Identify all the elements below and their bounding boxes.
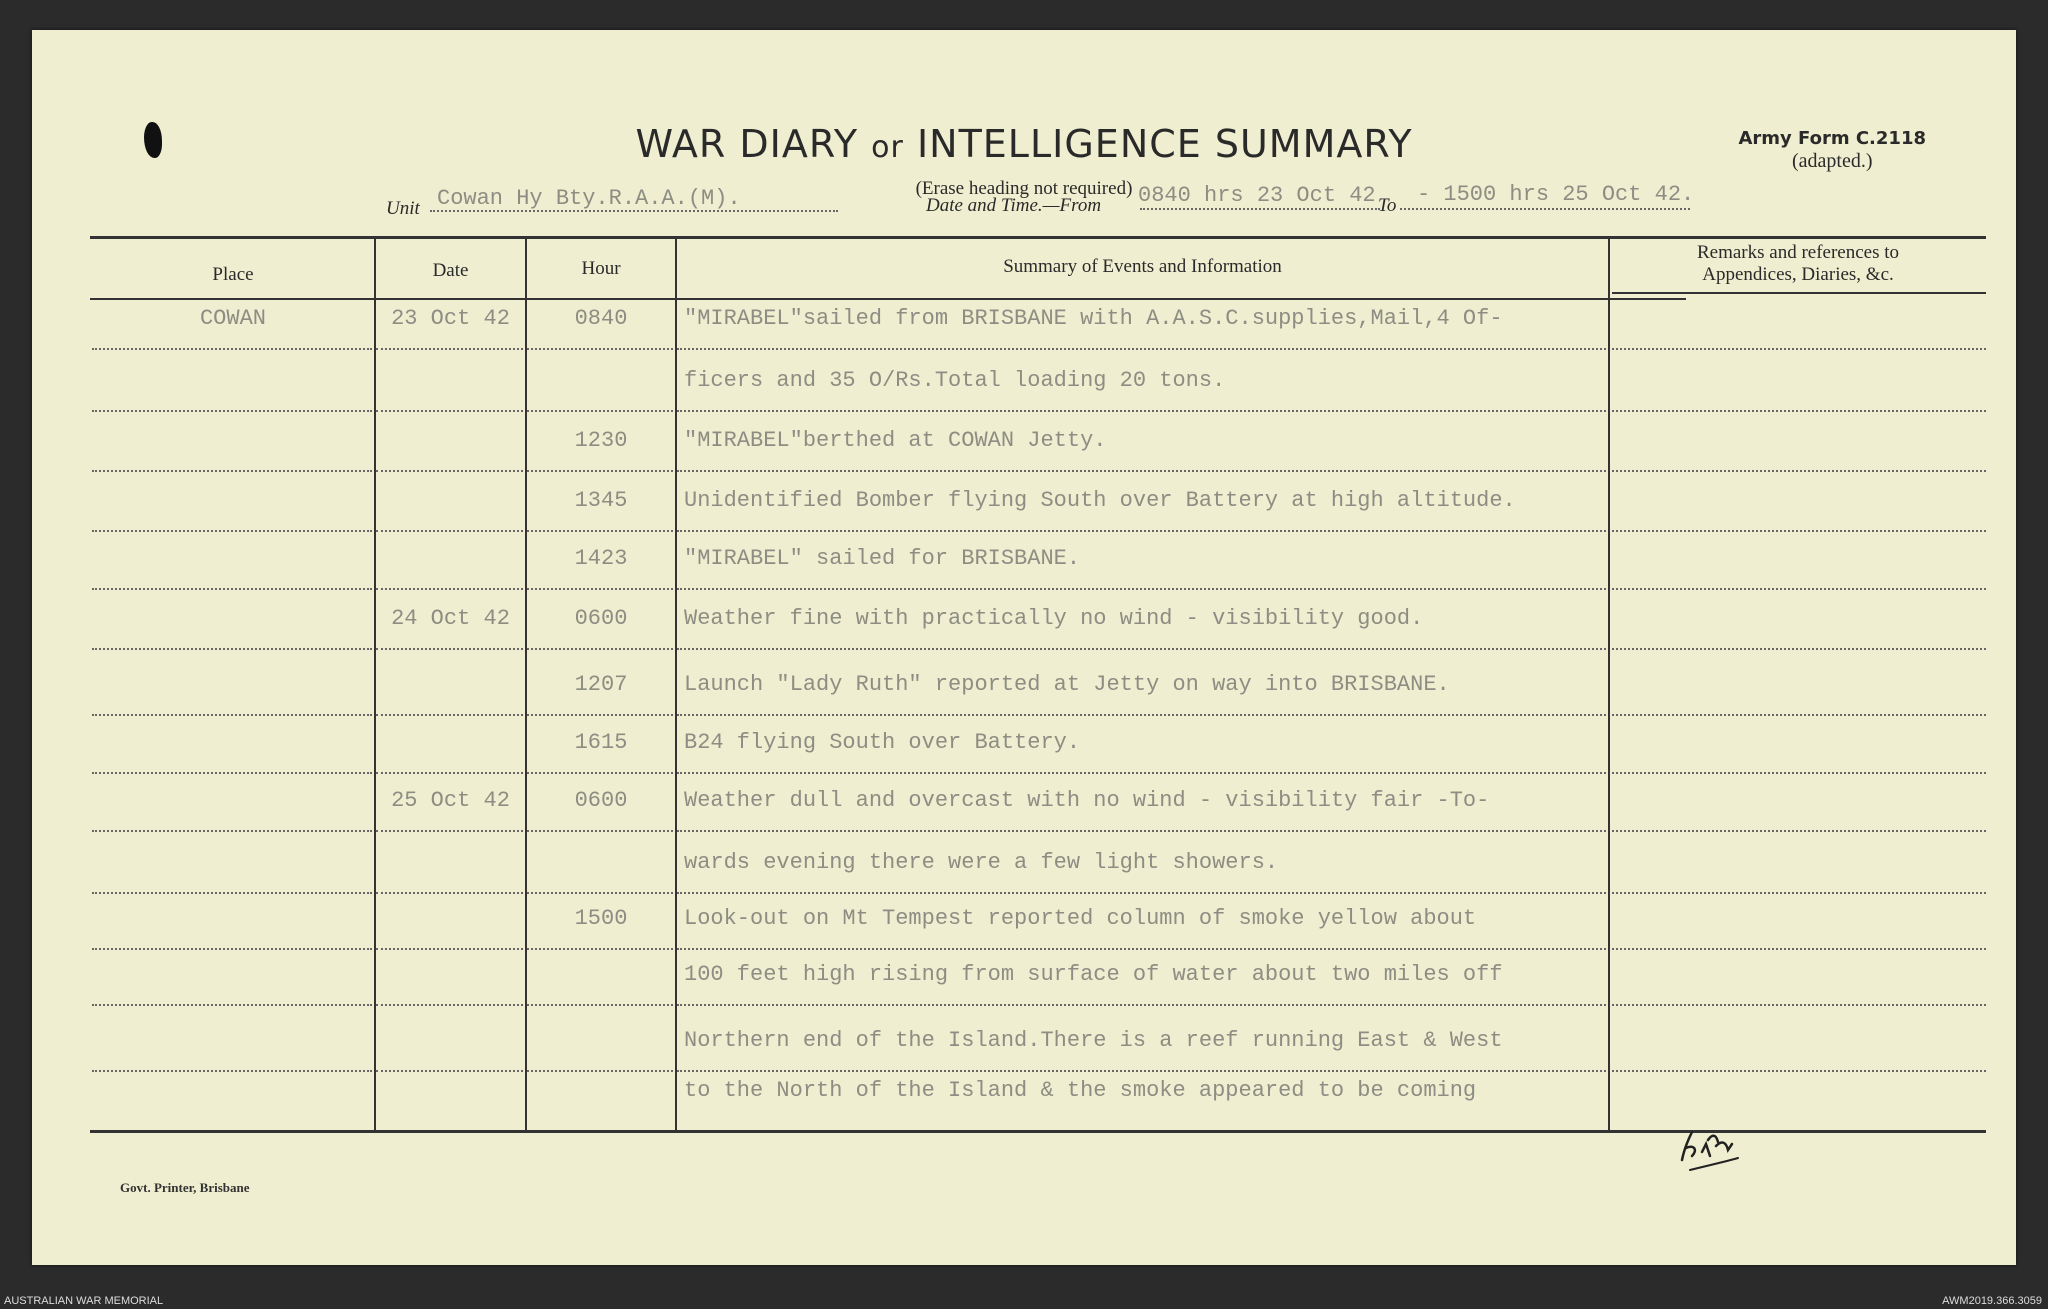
row-ruling: [677, 1004, 1606, 1006]
date-time-label: Date and Time.—From: [926, 195, 1102, 216]
entry-hour: 1230: [574, 428, 628, 453]
row-ruling: [527, 714, 673, 716]
row-ruling: [1612, 772, 1986, 774]
title-intelligence-summary: INTELLIGENCE SUMMARY: [916, 122, 1413, 166]
row-ruling: [677, 772, 1606, 774]
entry-hour: 1615: [574, 730, 628, 755]
column-header-place: Place: [212, 264, 254, 285]
row-ruling: [1612, 410, 1986, 412]
row-ruling: [92, 348, 372, 350]
row-ruling: [376, 470, 523, 472]
army-form-label: Army Form C.2118: [1738, 128, 1926, 149]
row-ruling: [527, 530, 673, 532]
row-ruling: [376, 830, 523, 832]
title-or: or: [871, 130, 904, 165]
row-ruling: [92, 648, 372, 650]
row-ruling: [92, 1070, 372, 1072]
entry-hour: 1207: [574, 672, 628, 697]
entry-text: 100 feet high rising from surface of water about two miles off: [684, 962, 1503, 987]
entry-date: 25 Oct 42: [391, 788, 510, 813]
remarks-header-rule: [1612, 292, 1986, 294]
entry-hour: 1500: [574, 906, 628, 931]
from-dotline: [1140, 208, 1380, 210]
army-form-note: (adapted.): [1791, 150, 1873, 172]
remarks-header-line-1: Remarks and references to: [1696, 242, 1900, 263]
unit-value: Cowan Hy Bty.R.A.A.(M).: [437, 186, 741, 211]
unit-dotline: [430, 210, 838, 212]
column-header-remarks: [1610, 242, 1986, 286]
unit-label: Unit: [386, 198, 420, 219]
row-ruling: [376, 1070, 523, 1072]
row-ruling: [376, 530, 523, 532]
row-ruling: [1612, 1004, 1986, 1006]
archive-reference: AWM2019.366.3059: [1942, 1295, 2042, 1307]
entry-text: Unidentified Bomber flying South over Battery at high altitude.: [684, 488, 1516, 513]
title-war-diary: WAR DIARY: [635, 122, 859, 166]
row-ruling: [376, 948, 523, 950]
row-ruling: [527, 470, 673, 472]
entry-text: to the North of the Island & the smoke appeared to be coming: [684, 1078, 1477, 1103]
entry-hour: 0600: [574, 606, 628, 631]
entry-text: Weather fine with practically no wind - visibility good.: [684, 606, 1424, 631]
printer-imprint: Govt. Printer, Brisbane: [120, 1180, 250, 1195]
row-ruling: [376, 1004, 523, 1006]
row-ruling: [376, 772, 523, 774]
row-ruling: [677, 410, 1606, 412]
row-ruling: [677, 588, 1606, 590]
signature-initials: [1672, 1122, 1782, 1172]
entry-text: "MIRABEL"sailed from BRISBANE with A.A.S.C.supplies,Mail,4 Of-: [684, 306, 1503, 331]
row-ruling: [677, 892, 1606, 894]
form-subtitle: (Erase heading not required): [915, 178, 1133, 199]
row-ruling: [92, 410, 372, 412]
row-ruling: [92, 830, 372, 832]
entry-date: 24 Oct 42: [391, 606, 510, 631]
row-ruling: [92, 772, 372, 774]
entry-text: Launch "Lady Ruth" reported at Jetty on way into BRISBANE.: [684, 672, 1450, 697]
row-ruling: [677, 830, 1606, 832]
row-ruling: [527, 830, 673, 832]
row-ruling: [527, 348, 673, 350]
to-value: - 1500 hrs 25 Oct 42.: [1417, 182, 1695, 207]
entry-text: "MIRABEL"berthed at COWAN Jetty.: [684, 428, 1107, 453]
row-ruling: [527, 1070, 673, 1072]
row-ruling: [527, 948, 673, 950]
entry-hour: 0840: [574, 306, 628, 331]
row-ruling: [527, 588, 673, 590]
column-header-summary: Summary of Events and Information: [1003, 256, 1282, 277]
row-ruling: [92, 588, 372, 590]
entry-date: 23 Oct 42: [391, 306, 510, 331]
row-ruling: [527, 892, 673, 894]
row-ruling: [677, 530, 1606, 532]
row-ruling: [677, 948, 1606, 950]
entry-text: B24 flying South over Battery.: [684, 730, 1081, 755]
row-ruling: [677, 648, 1606, 650]
row-ruling: [1612, 588, 1986, 590]
row-ruling: [92, 948, 372, 950]
row-ruling: [1612, 470, 1986, 472]
row-ruling: [376, 648, 523, 650]
to-label: To: [1378, 195, 1397, 216]
entry-hour: 0600: [574, 788, 628, 813]
army-form-number: [1738, 128, 1926, 172]
entry-text: ficers and 35 O/Rs.Total loading 20 tons.: [684, 368, 1226, 393]
entry-text: Northern end of the Island.There is a reef running East & West: [684, 1028, 1503, 1053]
row-ruling: [1612, 948, 1986, 950]
row-ruling: [527, 410, 673, 412]
row-ruling: [1612, 892, 1986, 894]
entry-hour: 1345: [574, 488, 628, 513]
column-header-date: Date: [432, 260, 469, 281]
row-ruling: [1612, 530, 1986, 532]
row-ruling: [92, 1004, 372, 1006]
entry-hour: 1423: [574, 546, 628, 571]
row-ruling: [376, 588, 523, 590]
row-ruling: [677, 348, 1606, 350]
row-ruling: [527, 648, 673, 650]
diary-sheet: [32, 30, 2016, 1265]
entry-text: "MIRABEL" sailed for BRISBANE.: [684, 546, 1081, 571]
to-dotline: [1400, 208, 1690, 210]
row-ruling: [677, 714, 1606, 716]
divider-hour-summary: [675, 238, 677, 1130]
row-ruling: [376, 410, 523, 412]
row-ruling: [92, 714, 372, 716]
header-rule: [90, 298, 1686, 300]
row-ruling: [1612, 830, 1986, 832]
remarks-header-line-2: Appendices, Diaries, &c.: [1702, 264, 1894, 285]
entry-text: Look-out on Mt Tempest reported column of smoke yellow about: [684, 906, 1477, 931]
row-ruling: [677, 1070, 1606, 1072]
row-ruling: [376, 714, 523, 716]
row-ruling: [527, 772, 673, 774]
row-ruling: [1612, 1070, 1986, 1072]
divider-place-date: [374, 238, 376, 1130]
row-ruling: [1612, 648, 1986, 650]
row-ruling: [527, 1004, 673, 1006]
entry-text: Weather dull and overcast with no wind - visibility fair -To-: [684, 788, 1490, 813]
row-ruling: [677, 470, 1606, 472]
column-header-hour: Hour: [581, 258, 621, 279]
entry-text: wards evening there were a few light showers.: [684, 850, 1279, 875]
row-ruling: [376, 348, 523, 350]
row-ruling: [1612, 348, 1986, 350]
row-ruling: [376, 892, 523, 894]
form-title: [32, 122, 2016, 166]
row-ruling: [92, 530, 372, 532]
row-ruling: [92, 470, 372, 472]
from-value: 0840 hrs 23 Oct 42: [1138, 183, 1376, 208]
entry-place: COWAN: [199, 306, 266, 331]
row-ruling: [92, 892, 372, 894]
row-ruling: [1612, 714, 1986, 716]
archive-credit: AUSTRALIAN WAR MEMORIAL: [4, 1295, 164, 1307]
